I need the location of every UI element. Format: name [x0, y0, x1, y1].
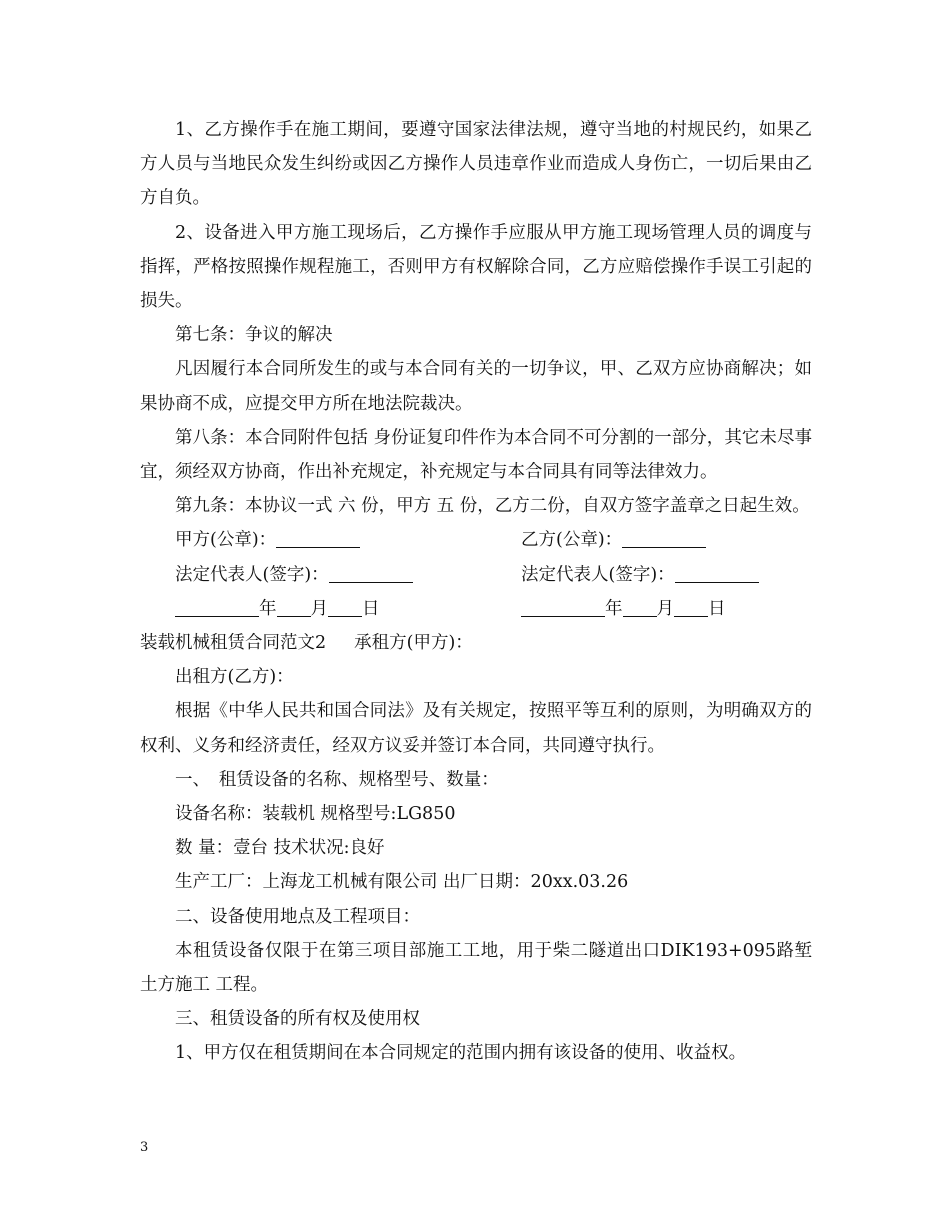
- date-blank: [277, 594, 311, 617]
- year-label: 年: [605, 598, 623, 619]
- equipment-quantity: 数 量：壹台 技术状况:良好: [175, 838, 385, 859]
- clause-paragraph: 本租赁设备仅限于在第三项目部施工工地，用于柴二隧道出口DIK193+095路堑土方施工 工程。: [140, 940, 812, 996]
- article-heading: 第七条：争议的解决: [175, 325, 333, 346]
- party-a-seal-label: 甲方(公章)：: [175, 530, 277, 551]
- lessee-label: 承租方(甲方)：: [354, 633, 473, 653]
- contract-title: 装载机械租赁合同范文2: [140, 633, 327, 653]
- contract-title-row: [140, 626, 812, 660]
- clause-paragraph: 凡因履行本合同所发生的或与本合同有关的一切争议，甲、乙双方应协商解决；如果协商不成，应提交甲方所在地法院裁决。: [140, 359, 812, 414]
- clause-paragraph: 第九条：本协议一式 六 份，甲方 五 份，乙方二份，自双方签字盖章之日起生效。: [175, 496, 810, 517]
- section-heading: 二、设备使用地点及工程项目：: [175, 906, 420, 927]
- date-blank: [175, 594, 259, 617]
- signature-blank: [329, 560, 413, 583]
- lessor-label: 出租方(乙方)：: [175, 667, 294, 688]
- section-heading: 三、租赁设备的所有权及使用权: [175, 1009, 420, 1030]
- date-blank: [674, 594, 708, 617]
- clause-paragraph: 第八条：本合同附件包括 身份证复印件作为本合同不可分割的一部分，其它未尽事宜，须经双方协商，作出补充规定，补充规定与本合同具有同等法律效力。: [140, 427, 812, 483]
- equipment-name: 设备名称：装载机 规格型号:LG850: [175, 804, 456, 824]
- rep-b-label: 法定代表人(签字)：: [521, 564, 675, 585]
- party-a-date: [175, 592, 380, 626]
- day-label: 日: [362, 598, 380, 619]
- clause-paragraph: 1、乙方操作手在施工期间，要遵守国家法律法规，遵守当地的村规民约，如果乙 方人员与当地民众发生纠纷或因乙方操作人员违章作业而造成人身伤亡，一切后果由乙方自负。: [140, 120, 812, 209]
- clause-paragraph: 根据《中华人民共和国合同法》及有关规定，按照平等互利的原则，为明确双方的权利、义务和经济责任，经双方议妥并签订本合同，共同遵守执行。: [140, 701, 812, 756]
- rep-a-label: 法定代表人(签字)：: [175, 564, 329, 585]
- section-heading: 一、 租赁设备的名称、规格型号、数量：: [175, 769, 499, 790]
- representative-row: [140, 558, 812, 592]
- party-b-seal-label: 乙方(公章)：: [521, 530, 623, 551]
- party-b-representative: [521, 558, 759, 592]
- clause-paragraph: 1、甲方仅在租赁期间在本合同规定的范围内拥有该设备的使用、收益权。: [175, 1043, 747, 1064]
- date-blank: [623, 594, 657, 617]
- party-a-seal: [175, 523, 360, 557]
- party-a-representative: [175, 558, 413, 592]
- document-body: [140, 113, 812, 1071]
- signature-blank: [276, 525, 360, 548]
- date-blank: [328, 594, 362, 617]
- year-label: 年: [259, 598, 277, 619]
- date-row: [140, 592, 812, 626]
- party-b-date: [521, 592, 726, 626]
- page-number: 3: [140, 1140, 149, 1155]
- month-label: 月: [656, 598, 674, 619]
- clause-paragraph: 2、设备进入甲方施工现场后，乙方操作手应服从甲方施工现场管理人员的调度与 指挥，严格按照操作规程施工，否则甲方有权解除合同，乙方应赔偿操作手误工引起的损失。: [140, 222, 812, 312]
- date-blank: [521, 594, 605, 617]
- day-label: 日: [708, 598, 726, 619]
- seal-row: [140, 523, 812, 557]
- party-b-seal: [521, 523, 706, 557]
- signature-blank: [622, 525, 706, 548]
- equipment-manufacturer: 生产工厂：上海龙工机械有限公司 出厂日期：20xx.03.26: [175, 872, 629, 893]
- month-label: 月: [310, 598, 328, 619]
- signature-blank: [675, 560, 759, 583]
